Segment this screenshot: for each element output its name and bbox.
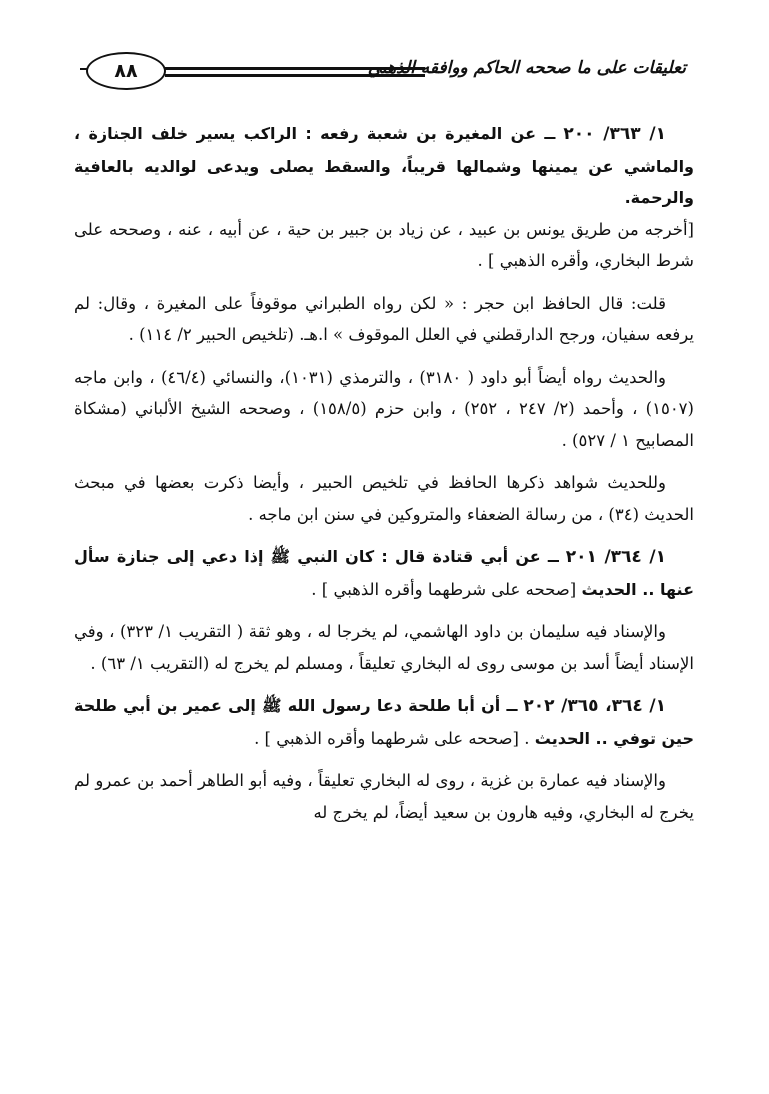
running-title: تعليقات على ما صححه الحاكم ووافقه الذهبي [367, 58, 686, 78]
commentary-paragraph: والحديث رواه أيضاً أبو داود ( ٣١٨٠) ، والترمذي (١٠٣١)، والنسائي (٤٦/٤) ، وابن ماجه (١٥٠٧) ، وأحمد (٢/ ٢٤٧ ، ٢٥٢) ، وابن حزم (١٥٨/٥) ، وصححه الشيخ الألباني (مشكاة المصابيح ١ / ٥٢٧) . [74, 367, 694, 450]
entry-hadith-text: ــ عن المغيرة بن شعبة رفعه : الراكب يسير خلف الجنازة ، والماشي عن يمينها وشمالها قريباً، والسقط يصلى ويدعى لوالديه بالعافية والرحمة. [74, 124, 694, 207]
page-body [74, 118, 694, 839]
page-header [86, 52, 686, 96]
entry-verdict: . [صححه على شرطهما وأقره الذهبي ] . [254, 728, 530, 748]
commentary-paragraph: والإسناد فيه عمارة بن غزية ، روى له البخاري تعليقاً ، وفيه أبو الطاهر أحمد بن عمرو لم يخرج له البخاري، وفيه هارون بن سعيد أيضاً، لم يخرج له [74, 771, 694, 822]
entry-200 [74, 118, 694, 277]
entry-reference: ١/ ٣٦٤، ٣٦٥/ ٢٠٢ [523, 696, 666, 716]
commentary-paragraph: والإسناد فيه سليمان بن داود الهاشمي، لم يخرجا له ، وهو ثقة ( التقريب ١/ ٣٢٣) ، وفي الإسناد أيضاً أسد بن موسى روى له البخاري تعليقاً ، ومسلم لم يخرج له (التقريب ١/ ٦٣) . [74, 622, 694, 673]
entry-hadith-text: ــ عن أبي قتادة قال : كان النبي ﷺ إذا دعي إلى جنازة سأل عنها .. الحديث [74, 547, 694, 599]
commentary-paragraph: قلت: قال الحافظ ابن حجر : « لكن رواه الطبراني موقوفاً على المغيرة ، وقال: لم يرفعه سفيان، ورجح الدارقطني في العلل الموقوف » ا.هـ. (تلخيص الحبير ٢/ ١١٤) . [74, 293, 694, 344]
entry-hadith-text: ــ أن أبا طلحة دعا رسول الله ﷺ إلى عمير بن أبي طلحة حين توفي .. الحديث [74, 696, 694, 748]
entry-202 [74, 690, 694, 754]
header-ornament-left [80, 68, 88, 70]
entry-verdict: [صححه على شرطهما وأقره الذهبي ] . [311, 579, 577, 599]
page-number: ٨٨ [86, 52, 166, 90]
entry-201 [74, 541, 694, 605]
commentary-paragraph: وللحديث شواهد ذكرها الحافظ في تلخيص الحبير ، وأيضا ذكرت بعضها في مبحث الحديث (٣٤) ، من رسالة الضعفاء والمتروكين في سنن ابن ماجه . [74, 473, 694, 524]
entry-reference: ١/ ٣٦٣/ ٢٠٠ [563, 124, 666, 144]
entry-takhrij: [أخرجه من طريق يونس بن عبيد ، عن زياد بن جبير بن حية ، عن أبيه ، عنه ، وصححه على شرط البخاري، وأقره الذهبي ] . [74, 219, 694, 270]
entry-reference: ١/ ٣٦٤/ ٢٠١ [565, 547, 666, 567]
